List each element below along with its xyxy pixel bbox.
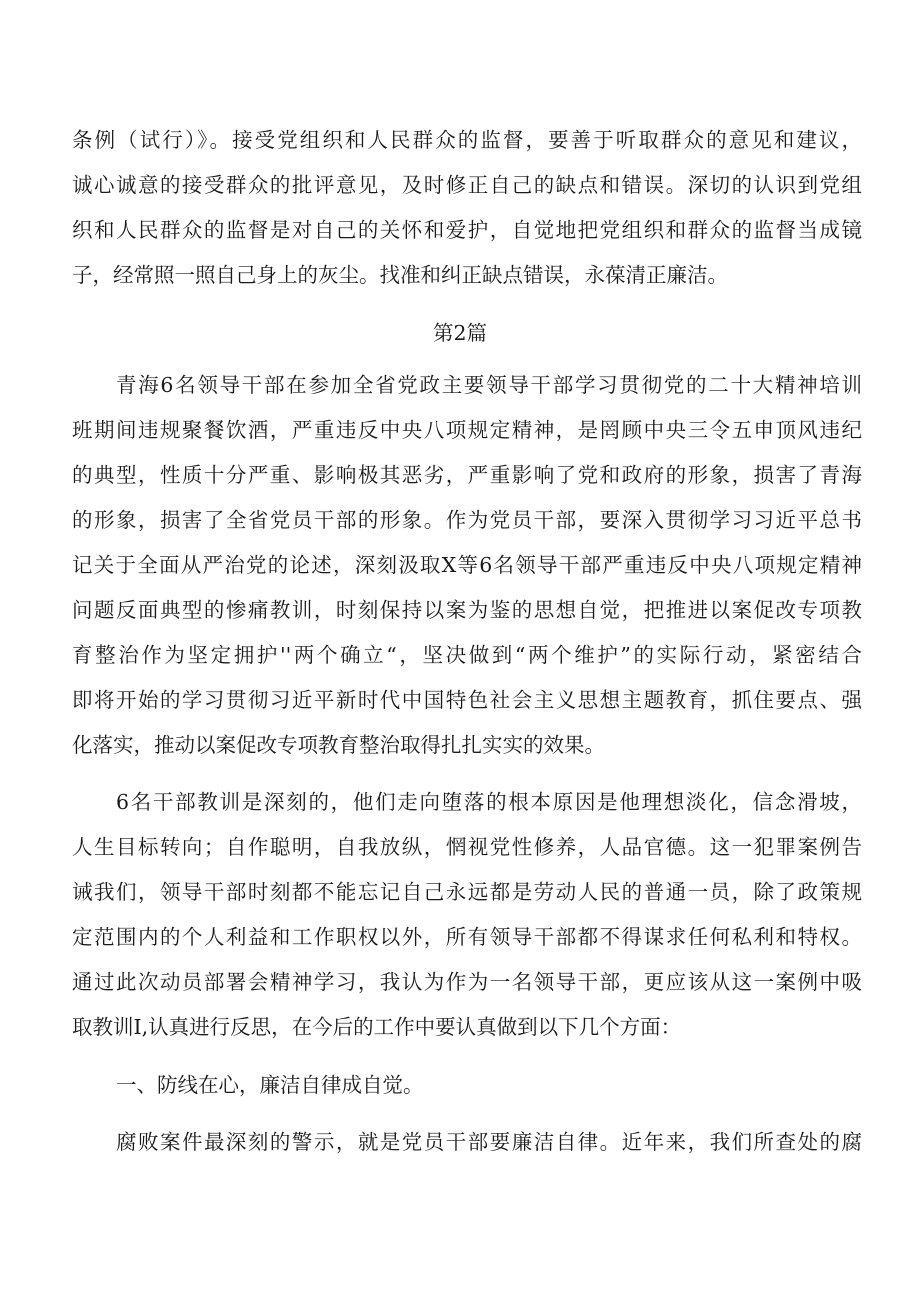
text-line: 的典型，性质十分严重、影响极其恶劣，严重影响了党和政府的形象，损害了青海 [72,463,862,487]
text-line: 即将开始的学习贯彻习近平新时代中国特色社会主义思想主题教育，抓住要点、强 [72,688,862,712]
section-title: 第2篇 [432,321,488,345]
text-line: 子，经常照一照自己身上的灰尘。找准和纠正缺点错误，永葆清正廉洁。 [72,263,728,287]
text-line: 诚心诚意的接受群众的批评意见，及时修正自己的缺点和错误。深切的认识到党组 [72,173,862,197]
text-line: 腐败案件最深刻的警示，就是党员干部要廉洁自律。近年来，我们所查处的腐 [116,1130,862,1154]
text-line: 取教训I,认真进行反思，在今后的工作中要认真做到以下几个方面： [72,1015,682,1039]
text-line: 条例（试行）》。接受党组织和人民群众的监督，要善于听取群众的意见和建议， [72,128,862,152]
text-line: 记关于全面从严治党的论述，深刻汲取X等6名领导干部严重违反中央八项规定精神 [72,553,862,577]
text-line: 织和人民群众的监督是对自己的关怀和爱护，自觉地把党组织和群众的监督当成镜 [72,218,862,242]
text-line: 通过此次动员部署会精神学习，我认为作为一名领导干部，更应该从这一案例中吸 [72,970,862,994]
text-line: 班期间违规聚餐饮酒，严重违反中央八项规定精神，是罔顾中央三令五申顶风违纪 [72,418,862,442]
text-line: 人生目标转向；自作聪明，自我放纵，惘视党性修养，人品官德。这一犯罪案例告 [72,835,862,859]
text-line: 诫我们，领导干部时刻都不能忘记自己永远都是劳动人民的普通一员，除了政策规 [72,880,862,904]
text-line: 的形象，损害了全省党员干部的形象。作为党员干部，要深入贯彻学习习近平总书 [72,508,862,532]
text-line: 化落实，推动以案促改专项教育整治取得扎扎实实的效果。 [72,733,605,757]
text-line: 定范围内的个人利益和工作职权以外，所有领导干部都不得谋求任何私利和特权。 [72,925,862,949]
subheading: 一、防线在心，廉洁自律成自觉。 [116,1073,424,1097]
text-line: 青海6名领导干部在参加全省党政主要领导干部学习贯彻党的二十大精神培训 [116,373,862,397]
text-line: 6名干部教训是深刻的，他们走向堕落的根本原因是他理想淡化，信念滑坡， [116,790,862,814]
text-line: 育整治作为坚定拥护''两个确立“，坚决做到“两个维护”的实际行动，紧密结合 [72,643,862,667]
text-line: 问题反面典型的惨痛教训，时刻保持以案为鉴的思想自觉，把推进以案促改专项教 [72,598,862,622]
